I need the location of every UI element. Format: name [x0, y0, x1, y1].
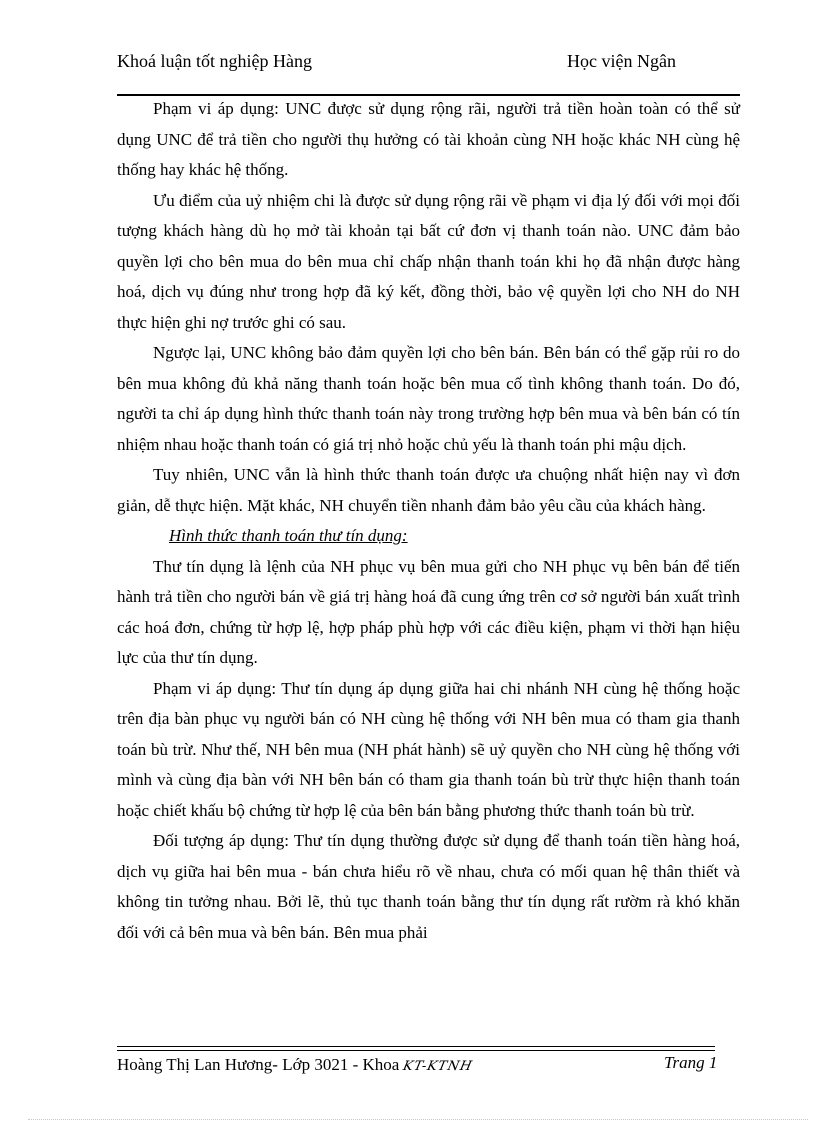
- page-edge-dots: [28, 1119, 808, 1120]
- paragraph-popularity-unc: Tuy nhiên, UNC vẫn là hình thức thanh toán được ưa chuộng nhất hiện nay vì đơn giản, dễ thực hiện. Mặt khác, NH chuyển tiền nhanh đảm bảo yêu cầu của khách hàng.: [117, 465, 740, 515]
- body-text: [117, 94, 740, 948]
- paragraph-lc-subjects: Đối tượng áp dụng: Thư tín dụng thường được sử dụng để thanh toán tiền hàng hoá, dịch vụ giữa hai bên mua - bán chưa hiểu rõ về nhau, chưa có mối quan hệ thân thiết và không tin tưởng nhau. Bởi lẽ, thủ tục thanh toán bằng thư tín dụng rất rườm rà khó khăn đối với cả bên mua và bên bán. Bên mua phải: [117, 831, 740, 942]
- footer-rule-bottom: [117, 1050, 715, 1051]
- paragraph-scope-unc: Phạm vi áp dụng: UNC được sử dụng rộng rãi, người trả tiền hoàn toàn có thể sử dụng UNC để trả tiền cho người thụ hưởng có tài khoản cùng NH hoặc khác NH cùng hệ thống hay khác hệ thống.: [117, 99, 740, 179]
- header-institution: Học viện Ngân: [567, 51, 676, 71]
- paragraph-advantages-unc: Ưu điểm của uỷ nhiệm chi là được sử dụng rộng rãi về phạm vi địa lý đối với mọi đối tượng khách hàng dù họ mở tài khoản tại bất cứ đơn vị thanh toán nào. UNC đảm bảo quyền lợi cho bên mua do bên mua chỉ chấp nhận thanh toán khi họ đã nhận được hàng hoá, dịch vụ đúng như trong hợp đã ký kết, đồng thời, bảo vệ quyền lợi cho NH do NH thực hiện ghi nợ trước ghi có sau.: [117, 190, 740, 332]
- footer-page-number: Trang 1: [664, 1053, 718, 1072]
- footer-rule-top: [117, 1046, 715, 1047]
- footer-faculty: KT-KTNH: [401, 1059, 475, 1074]
- header-thesis-title: Khoá luận tốt nghiệp Hàng: [117, 51, 312, 71]
- section-heading-letter-of-credit: Hình thức thanh toán thư tín dụng:: [169, 526, 408, 545]
- footer-author: Hoàng Thị Lan Hương- Lớp 3021 - Khoa: [117, 1055, 400, 1074]
- paragraph-disadvantages-unc: Ngược lại, UNC không bảo đảm quyền lợi cho bên bán. Bên bán có thể gặp rủi ro do bên mua không đủ khả năng thanh toán hoặc bên mua cố tình không thanh toán. Do đó, người ta chỉ áp dụng hình thức thanh toán này trong trường hợp bên mua và bên bán có tín nhiệm nhau hoặc thanh toán có giá trị nhỏ hoặc chủ yếu là thanh toán phi mậu dịch.: [117, 343, 740, 454]
- page-footer: [117, 1054, 740, 1078]
- paragraph-lc-definition: Thư tín dụng là lệnh của NH phục vụ bên mua gửi cho NH phục vụ bên bán để tiến hành trả tiền cho người bán về giá trị hàng hoá đã cung ứng trên cơ sở người bán xuất trình các hoá đơn, chứng từ hợp lệ, hợp pháp phù hợp với các điều kiện, phạm vi thời hạn hiệu lực của thư tín dụng.: [117, 556, 740, 667]
- paragraph-lc-scope: Phạm vi áp dụng: Thư tín dụng áp dụng giữa hai chi nhánh NH cùng hệ thống hoặc trên địa bàn phục vụ người bán có NH cùng hệ thống với NH bên mua có tham gia thanh toán bù trừ. Như thế, NH bên mua (NH phát hành) sẽ uỷ quyền cho NH cùng hệ thống với mình và cùng địa bàn với NH bên bán có tham gia thanh toán bù trừ thực hiện thanh toán hoặc chiết khấu bộ chứng từ hợp lệ của bên bán bằng phương thức thanh toán bù trừ.: [117, 678, 740, 820]
